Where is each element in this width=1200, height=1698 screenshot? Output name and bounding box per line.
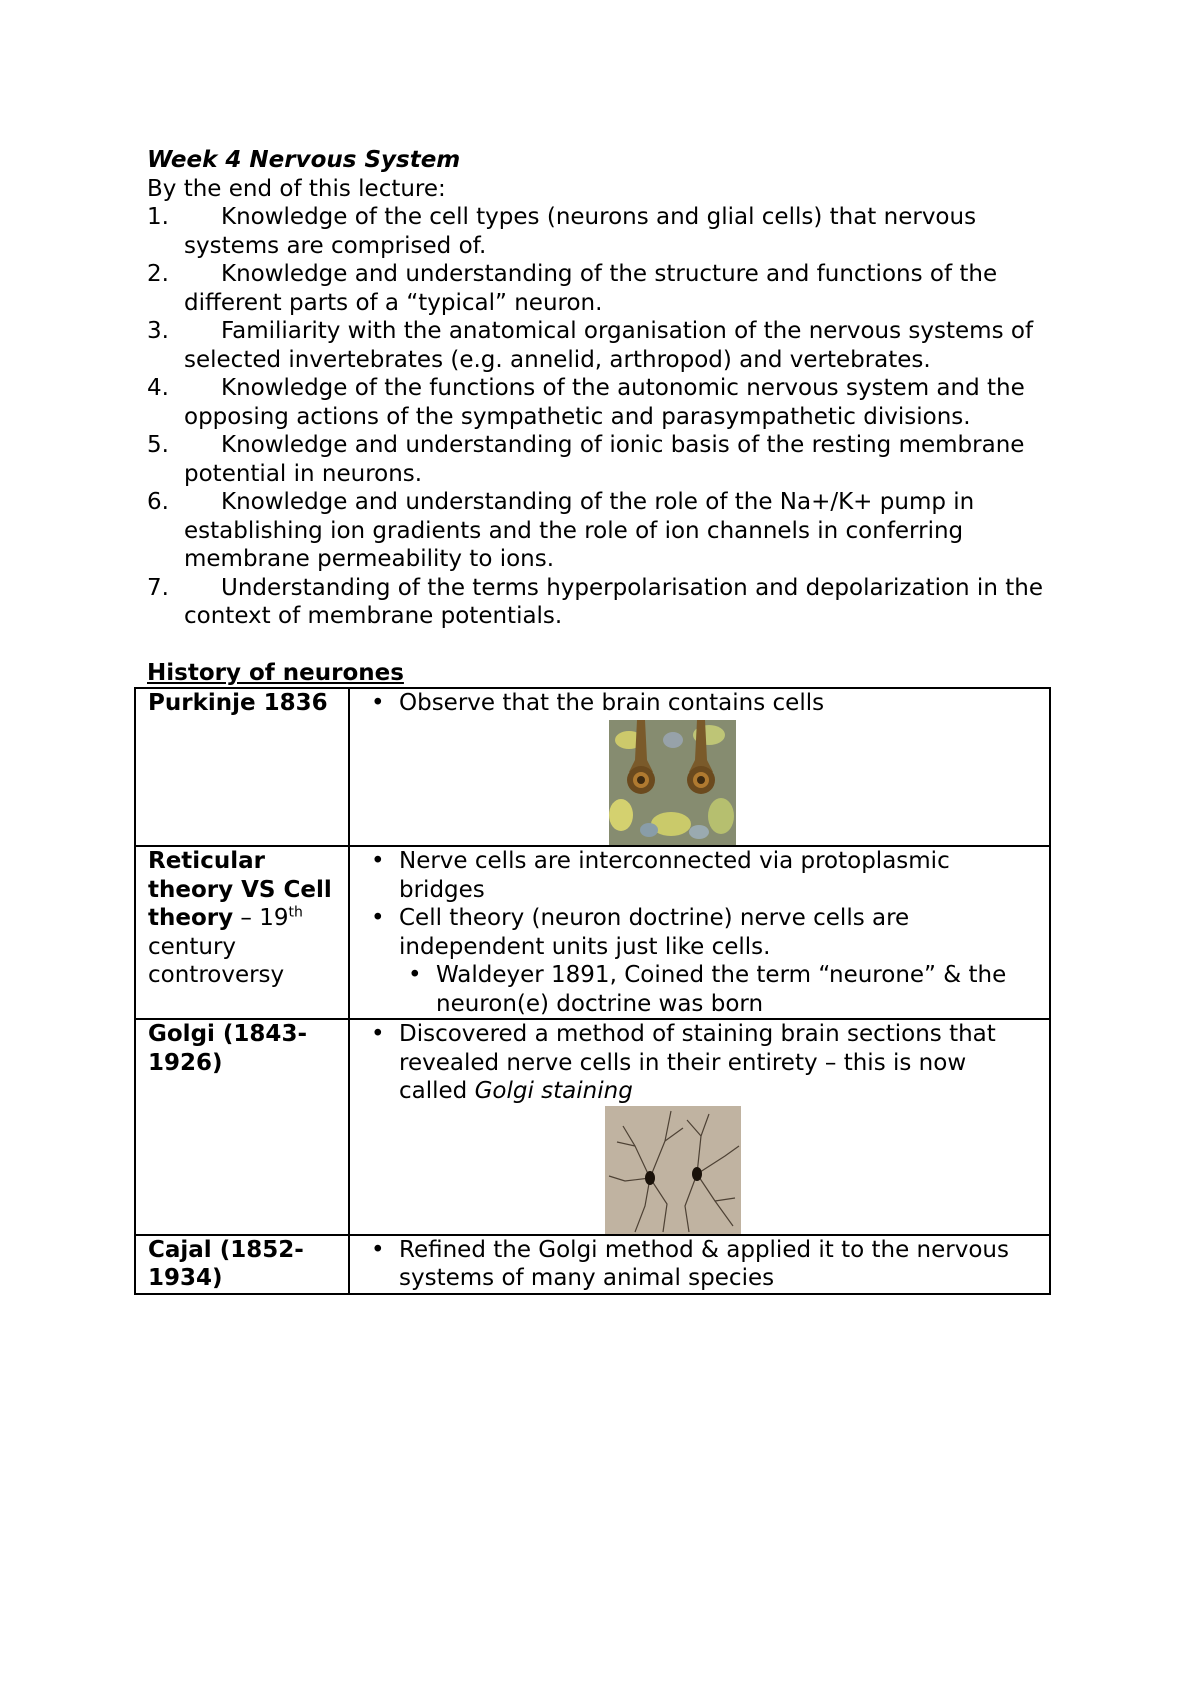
objective-number: 3. <box>147 318 169 344</box>
row-label-cell <box>135 688 349 846</box>
bullet-text: Discovered a method of staining brain sections that revealed nerve cells in their entirety – this is now called <box>399 1021 996 1104</box>
objective-rest: different parts of a “typical” neuron. <box>184 289 603 316</box>
objective-item <box>147 203 1067 260</box>
list-item: • Cell theory (neuron doctrine) nerve cells are independent units just like cells. <box>362 904 1039 961</box>
purkinje-cells-image <box>609 720 736 845</box>
row-content-cell <box>349 1019 1050 1235</box>
objective-item <box>147 374 1067 431</box>
golgi-stain-image <box>605 1106 741 1234</box>
bullet-list <box>362 847 1039 961</box>
list-item: • Refined the Golgi method & applied it to the nervous systems of many animal species <box>362 1236 1039 1293</box>
row-label: Purkinje 1836 <box>148 690 328 716</box>
row-label-bold: Reticular theory VS Cell theory <box>148 848 332 931</box>
objective-line1: Knowledge and understanding of the role of the Na+/K+ pump in <box>221 489 975 515</box>
table-row <box>135 846 1050 1019</box>
objective-number: 7. <box>147 574 169 601</box>
objective-line1: Knowledge and understanding of the structure and functions of the <box>221 261 998 287</box>
objective-line1: Knowledge of the cell types (neurons and glial cells) that nervous <box>221 204 977 230</box>
objective-rest: of selected invertebrates (e.g. annelid, arthropod) and vertebrates. <box>184 318 1034 373</box>
table-row <box>135 1235 1050 1294</box>
bullet-list <box>362 1020 1039 1106</box>
page-title: Week 4 Nervous System <box>147 147 461 173</box>
objective-line1: Knowledge and understanding of ionic basis of the resting <box>221 432 892 458</box>
objective-rest: establishing ion gradients and the role of ion channels in conferring membrane permeability to ions. <box>184 517 964 572</box>
objective-item <box>147 488 1067 574</box>
bullet-list <box>362 689 1039 718</box>
bullet-list <box>362 1236 1039 1293</box>
document-content <box>147 146 1067 1295</box>
objective-item <box>147 431 1067 488</box>
history-heading: History of neurones <box>147 659 404 686</box>
intro-line: By the end of this lecture: <box>147 175 446 202</box>
objective-rest: systems are comprised of. <box>184 232 487 259</box>
objective-line1: Understanding of the terms hyperpolarisation and depolarization in <box>221 574 998 601</box>
row-label: Cajal (1852-1934) <box>148 1236 304 1291</box>
objective-number: 4. <box>147 375 169 401</box>
table-row <box>135 1019 1050 1235</box>
row-content-cell <box>349 1235 1050 1294</box>
row-label-sup: th <box>288 904 303 921</box>
bullet-emphasis: Golgi staining <box>474 1078 633 1104</box>
row-label-cell <box>135 846 349 1019</box>
history-table <box>134 687 1051 1295</box>
row-content-cell <box>349 846 1050 1019</box>
objective-rest: the context of membrane potentials. <box>184 574 1043 629</box>
objective-rest: the opposing actions of the sympathetic and parasympathetic divisions. <box>184 375 1025 430</box>
row-label-dash: – <box>233 905 260 931</box>
row-label-tail: century controversy <box>148 933 285 988</box>
row-content-cell <box>349 688 1050 846</box>
sub-bullet-list <box>399 961 1039 1018</box>
objective-item <box>147 317 1067 374</box>
objective-number: 1. <box>147 204 169 230</box>
table-row <box>135 688 1050 846</box>
list-item <box>362 1020 1039 1106</box>
list-item: • Nerve cells are interconnected via protoplasmic bridges <box>362 847 1039 904</box>
list-item: • Waldeyer 1891, Coined the term “neurone” & the neuron(e) doctrine was born <box>399 961 1039 1018</box>
objective-rest: membrane potential in neurons. <box>184 432 1025 487</box>
objective-number: 5. <box>147 432 169 458</box>
objectives-list <box>147 203 1067 631</box>
objective-line1: Knowledge of the functions of the autonomic nervous system and <box>221 375 980 401</box>
objective-item <box>147 574 1067 631</box>
row-label-cell <box>135 1235 349 1294</box>
list-item: • Observe that the brain contains cells <box>362 689 1039 718</box>
objective-item <box>147 260 1067 317</box>
objective-number: 2. <box>147 261 169 287</box>
objective-number: 6. <box>147 489 169 515</box>
objective-line1: Familiarity with the anatomical organisation of the nervous systems <box>221 318 1004 344</box>
row-label-cell <box>135 1019 349 1235</box>
row-label-century: 19 <box>259 905 289 931</box>
row-label: Golgi (1843-1926) <box>148 1021 307 1076</box>
